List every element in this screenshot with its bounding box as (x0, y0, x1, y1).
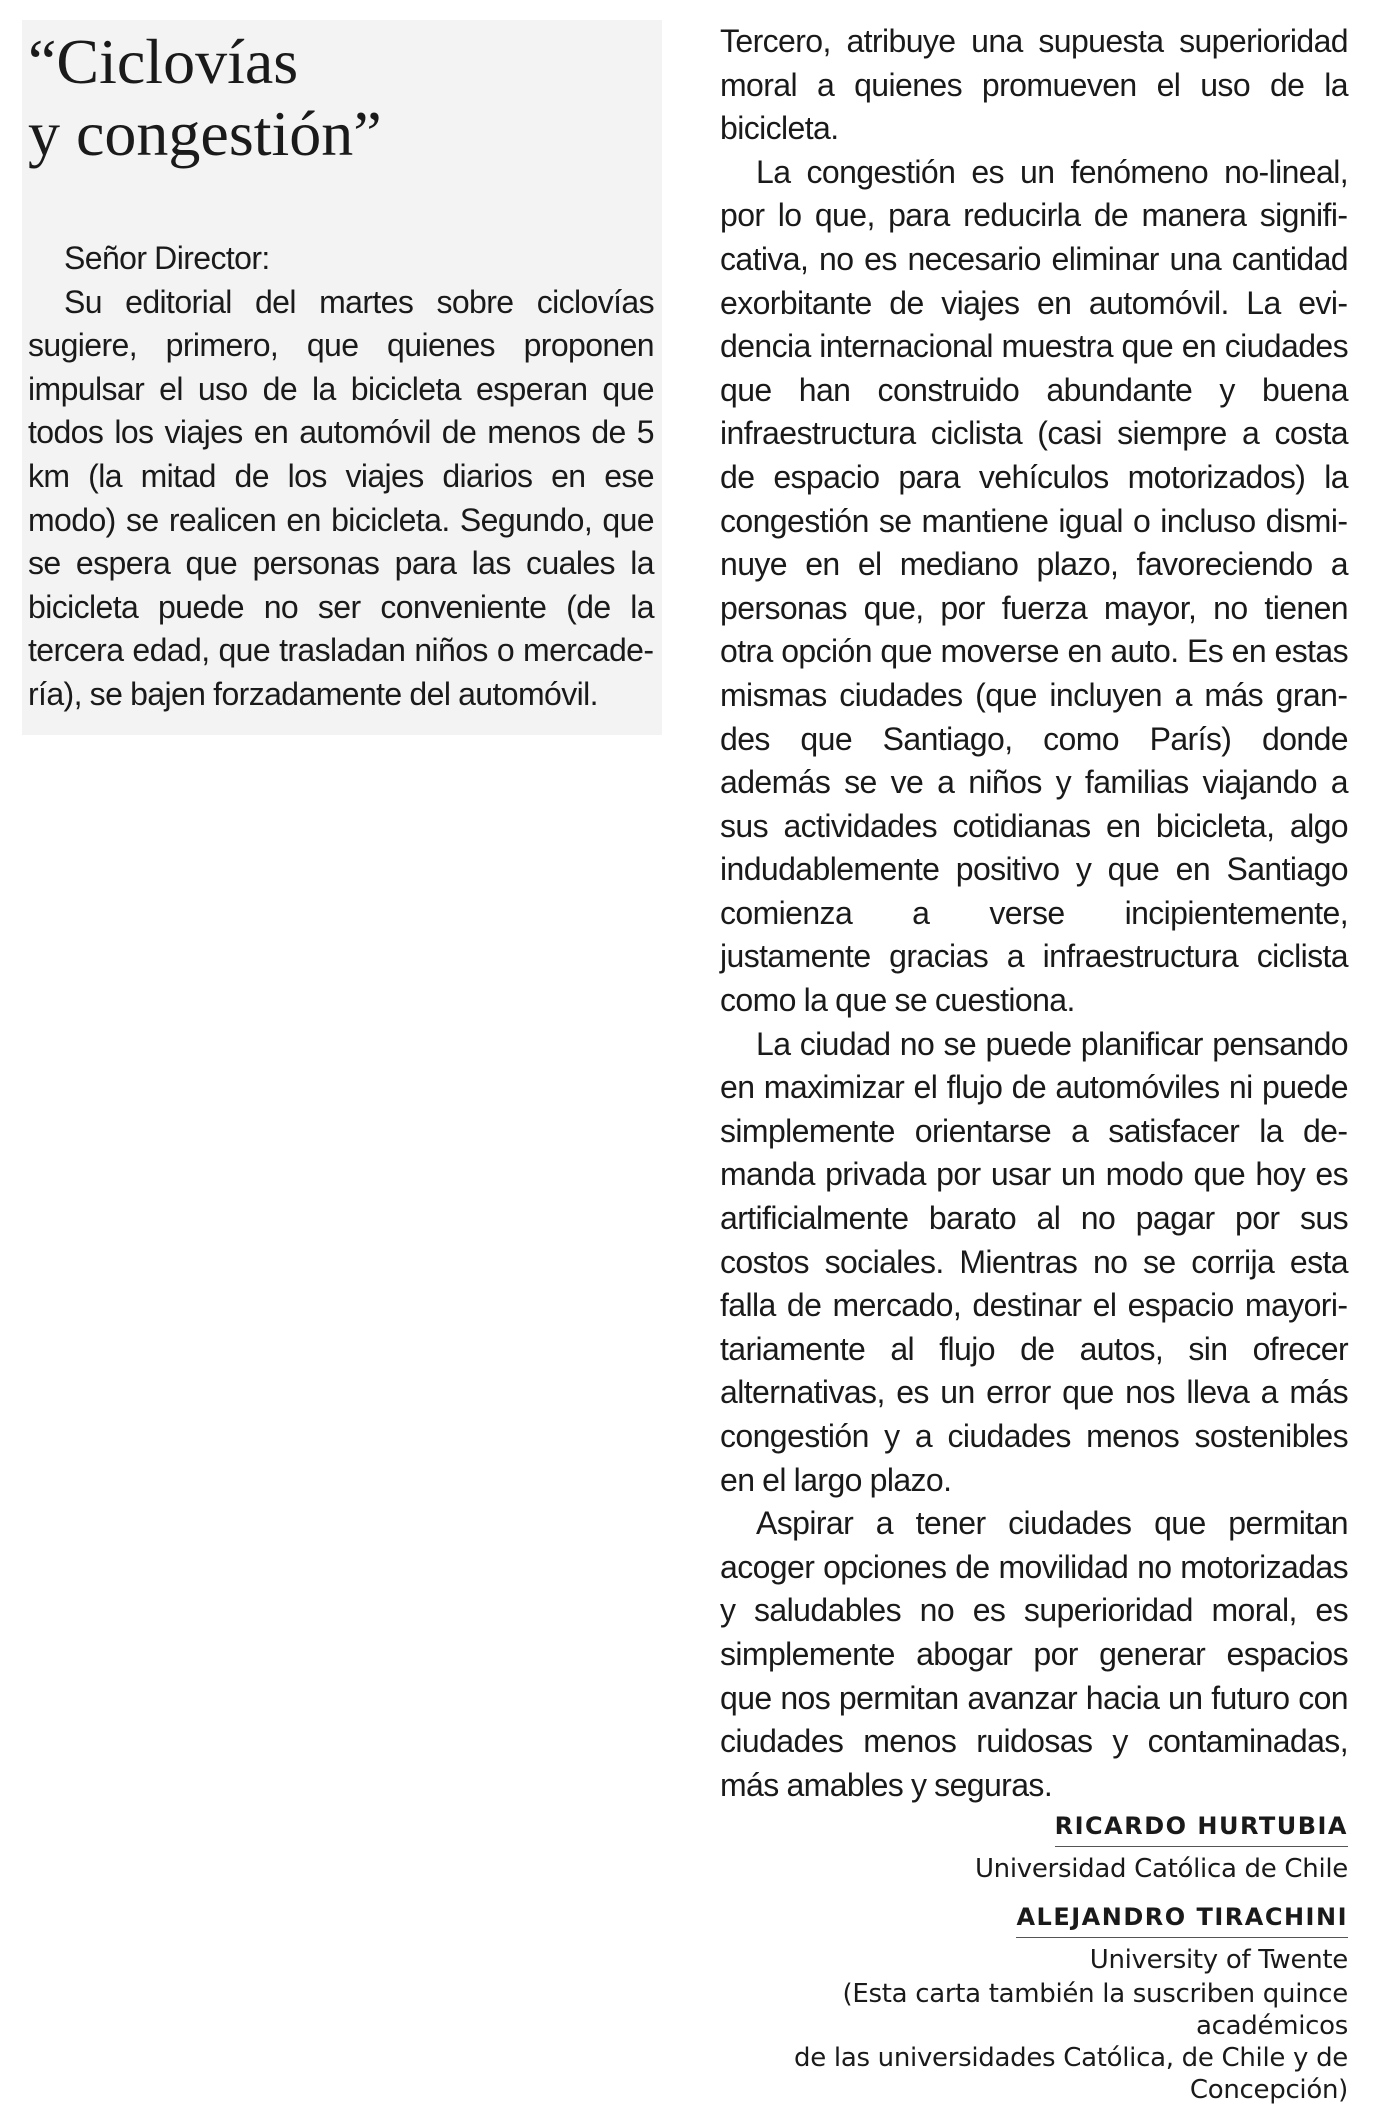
cosigners-note-line-3: Concepción) (1189, 2075, 1348, 2105)
paragraph-1-continued: Tercero, atribuye una supuesta superioridad moral a quienes promueven el uso de la bicicleta. (720, 23, 1348, 147)
author-2-affiliation: University of Twente (1089, 1945, 1348, 1975)
cosigners-note-line-1: (Esta carta también la suscriben quince académicos (842, 1979, 1348, 2041)
author-1-affiliation: Universidad Católica de Chile (974, 1854, 1348, 1884)
letter-right-column (720, 20, 1348, 1807)
letter-headline (28, 26, 652, 170)
salutation: Señor Director: (64, 240, 270, 276)
letter-left-column (22, 20, 662, 735)
paragraph-2: La congestión es un fenómeno no-lineal, por lo que, para reducirla de manera significativa, no es necesario eliminar una cantidad exorbitante de viajes en automóvil. La evidencia internacional muestra que en ciudades que han construido abundante y buena infraestructura ciclista (casi siempre a costa de espacio para vehículos motorizados) la congestión se mantiene igual o incluso disminuye en el mediano plazo, favoreciendo a personas que, por fuerza mayor, no tienen otra opción que moverse en auto. Es en estas mismas ciudades (que incluyen a más grandes que Santiago, como París) donde además se ve a niños y familias viajando a sus actividades cotidianas en bicicleta, algo indudablemente positivo y que en Santiago comienza a verse incipientemente, justamente gracias a infraestructura ciclista como la que se cuestiona. (720, 153, 1348, 1019)
signature-block (728, 1808, 1348, 2106)
paragraph-1: Su editorial del martes sobre ciclovías sugiere, primero, que quienes proponen impulsar el uso de la bicicleta esperan que todos los viajes en automóvil de menos de 5 km (la mitad de los viajes diarios en ese modo) se realicen en bicicleta. Segundo, que se espera que personas para las cuales la bicicleta puede no ser conveniente (de la tercera edad, que trasladan niños o mercadería), se bajen forzadamente del automóvil. (28, 283, 654, 712)
author-2-name: ALEJANDRO TIRACHINI (1016, 1899, 1348, 1938)
letter-body-left (28, 237, 654, 717)
headline-line-2: y congestión” (28, 98, 382, 169)
cosigners-note-line-2: de las universidades Católica, de Chile y de (794, 2043, 1348, 2073)
paragraph-4: Aspirar a tener ciudades que permitan acoger opciones de movilidad no motorizadas y saludables no es superioridad moral, es simplemente abogar por generar espacios que nos permitan avanzar hacia un futuro con ciudades menos ruidosas y contaminadas, más amables y seguras. (720, 1505, 1348, 1803)
headline-line-1: “Ciclovías (28, 26, 299, 97)
paragraph-3: La ciudad no se puede planificar pensando en maximizar el flujo de automóviles ni puede simplemente orientarse a satisfacer la demanda privada por usar un modo que hoy es artificialmente barato al no pagar por sus costos sociales. Mientras no se corrija esta falla de mercado, destinar el espacio mayoritariamente al flujo de autos, sin ofrecer alternativas, es un error que nos lleva a más congestión y a ciudades menos sostenibles en el largo plazo. (720, 1025, 1348, 1498)
author-1-name: RICARDO HURTUBIA (1055, 1808, 1348, 1847)
